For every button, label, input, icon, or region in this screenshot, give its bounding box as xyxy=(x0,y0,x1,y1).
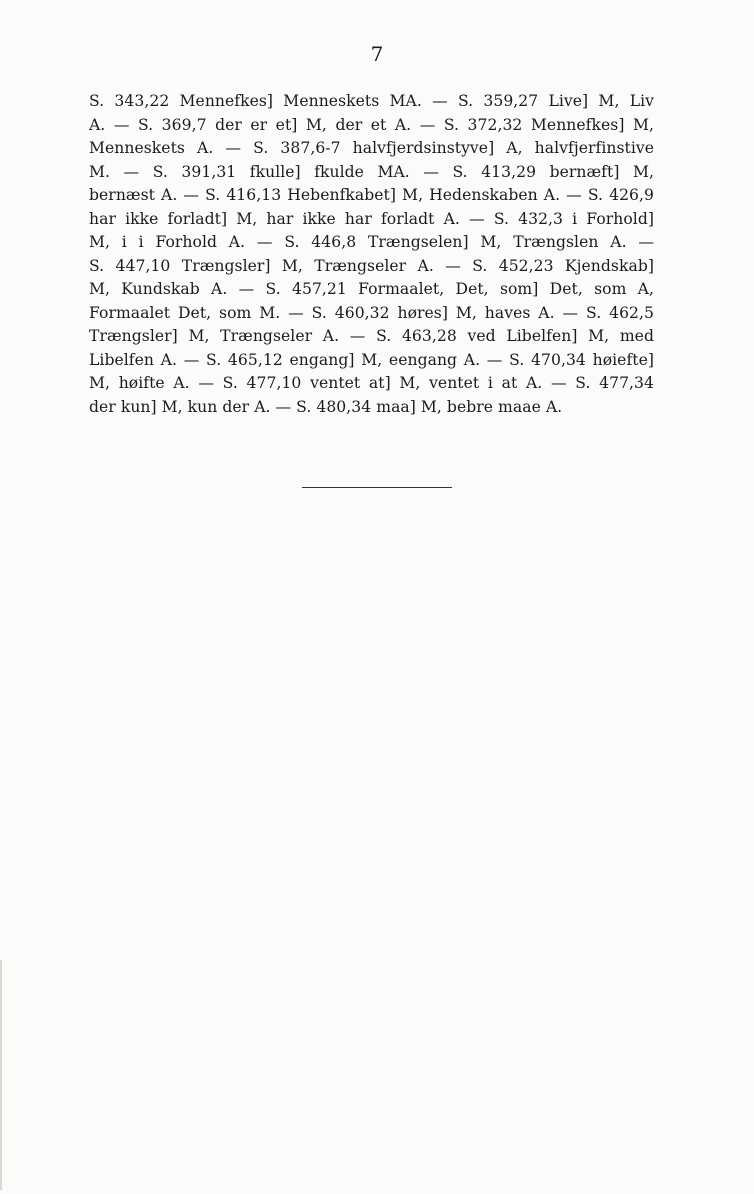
page-edge-shadow xyxy=(0,960,2,1190)
text-variants-notes xyxy=(89,90,654,419)
note-line: Formaalet Det, som M. — S. 460,32 høres] M, haves A. — S. 462,5 xyxy=(89,303,654,322)
note-line: Trængsler] M, Trængseler A. — S. 463,28 ved Libelfen] M, med xyxy=(89,327,654,345)
note-line: har ikke forladt] M, har ikke har forladt A. — S. 432,3 i Forhold] xyxy=(89,209,654,228)
note-line: bernæst A. — S. 416,13 Hebenfkabet] M, Hedenskaben A. — S. 426,9 xyxy=(89,186,654,204)
note-line-last: der kun] M, kun der A. — S. 480,34 maa] M, bebre maae A. xyxy=(89,397,563,416)
note-line: Libelfen A. — S. 465,12 engang] M, eengang A. — S. 470,34 høiefte] xyxy=(89,350,654,369)
note-line: M. — S. 391,31 fkulle] fkulde MA. — S. 413,29 bernæft] M, xyxy=(89,162,654,181)
note-line: Menneskets A. — S. 387,6-7 halvfjerdsinstyve] A, halvfjerfinstive xyxy=(89,139,654,157)
note-line: S. 447,10 Trængsler] M, Trængseler A. — S. 452,23 Kjendskab] xyxy=(89,256,654,275)
note-line: S. 343,22 Mennefkes] Menneskets MA. — S. 359,27 Live] M, Liv xyxy=(89,92,654,110)
note-line: M, høifte A. — S. 477,10 ventet at] M, ventet i at A. — S. 477,34 xyxy=(89,374,654,392)
section-divider-rule xyxy=(302,487,452,488)
page-number: 7 xyxy=(370,42,384,66)
note-line: A. — S. 369,7 der er et] M, der et A. — S. 372,32 Mennefkes] M, xyxy=(89,115,654,134)
note-line: M, Kundskab A. — S. 457,21 Formaalet, Det, som] Det, som A, xyxy=(89,280,654,298)
note-line: M, i i Forhold A. — S. 446,8 Trængselen] M, Trængslen A. — xyxy=(89,233,654,251)
